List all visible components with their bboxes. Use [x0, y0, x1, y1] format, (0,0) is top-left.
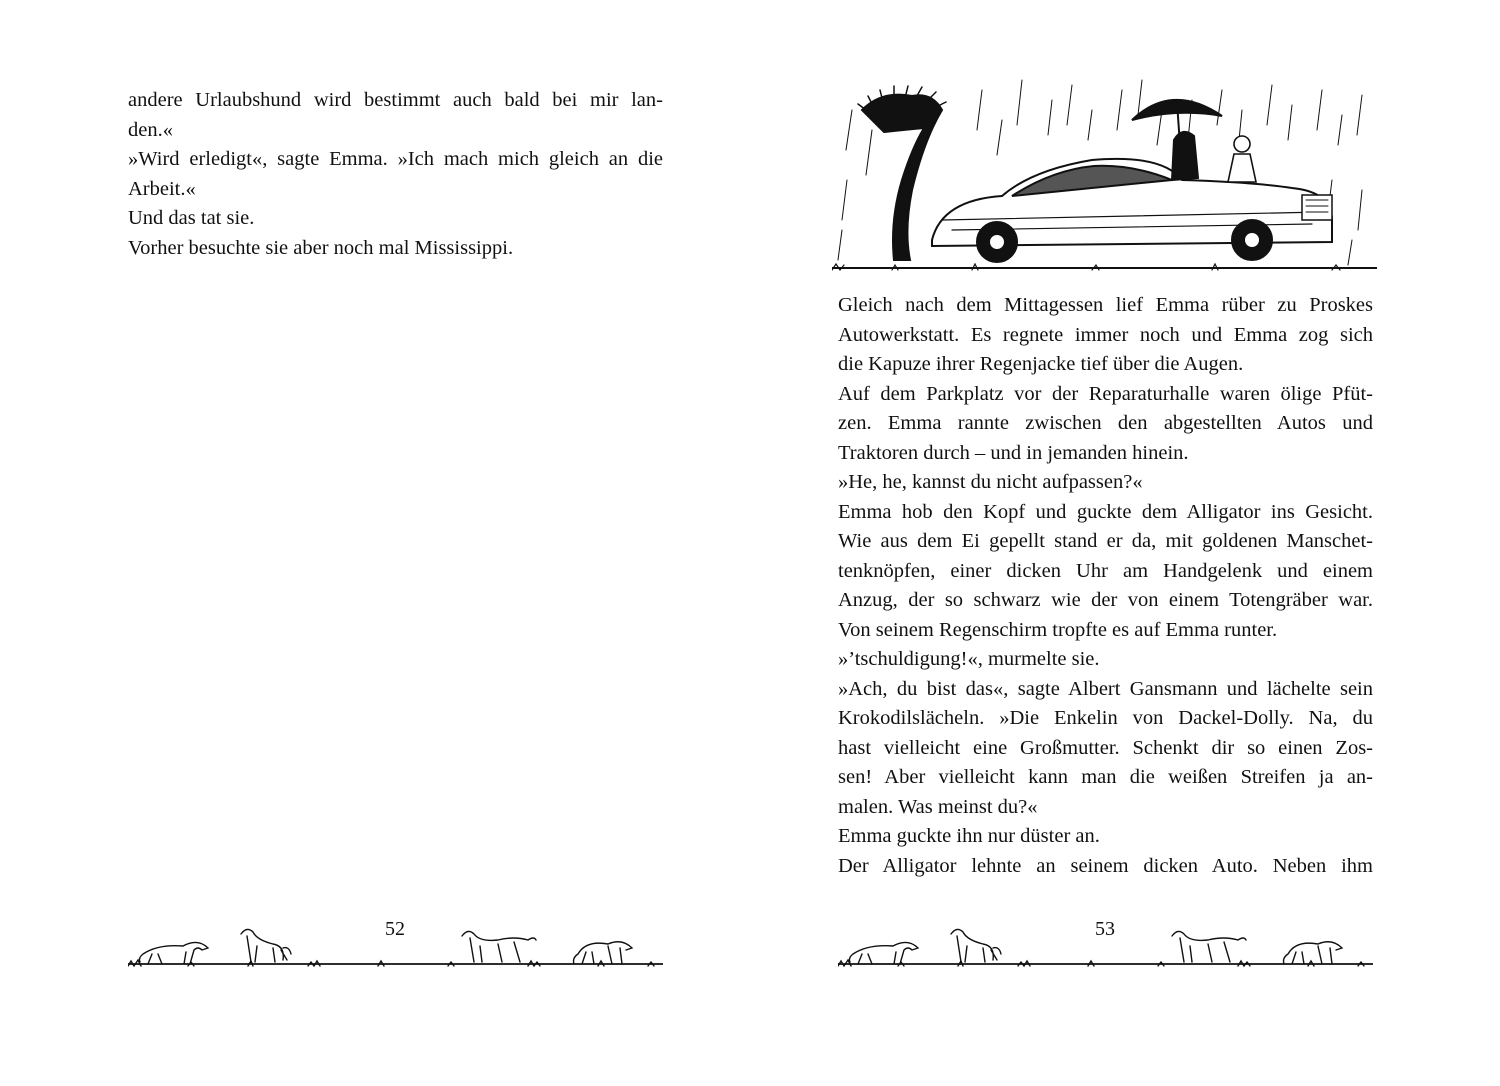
- text-line: Autowerkstatt. Es regnete immer noch und Emma zog sich: [838, 323, 1373, 346]
- girl-drawing: [1228, 136, 1256, 182]
- chapter-rain-car-illustration: [832, 70, 1377, 280]
- left-page-text: [128, 86, 663, 263]
- text-line: den.«: [128, 118, 173, 141]
- horse-icon: [241, 929, 291, 962]
- horse-border-illustration-right: [838, 922, 1373, 970]
- text-line: Arbeit.«: [128, 177, 196, 200]
- horse-icon: [139, 942, 208, 964]
- text-line: »Ach, du bist das«, sagte Albert Gansmann und lächelte sein: [838, 677, 1373, 700]
- text-line: Anzug, der so schwarz wie der von einem Totengräber war.: [838, 589, 1373, 611]
- horse-icon: [1172, 931, 1246, 962]
- horse-border-illustration-left: [128, 922, 663, 970]
- horse-icon: [462, 931, 536, 962]
- text-line: tenknöpfen, einer dicken Uhr am Handgelenk und einem: [838, 559, 1373, 582]
- text-line: Emma hob den Kopf und guckte dem Alligator ins Gesicht.: [838, 500, 1373, 523]
- text-line: »’tschuldigung!«, murmelte sie.: [838, 648, 1100, 670]
- text-line: Wie aus dem Ei gepellt stand er da, mit goldenen Manschet-: [838, 530, 1373, 552]
- text-line: Emma guckte ihn nur düster an.: [838, 825, 1100, 847]
- text-line: Traktoren durch – und in jemanden hinein.: [838, 441, 1189, 464]
- text-line: »He, he, kannst du nicht aufpassen?«: [838, 471, 1143, 493]
- text-line: Auf dem Parkplatz vor der Reparaturhalle waren ölige Pfüt-: [838, 382, 1373, 405]
- text-line: hast vielleicht eine Großmutter. Schenkt dir so einen Zos-: [838, 736, 1373, 759]
- text-line: Von seinem Regenschirm tropfte es auf Emma runter.: [838, 618, 1278, 641]
- chapter-seven-figure: [858, 86, 946, 260]
- text-line: sen! Aber vielleicht kann man die weißen Streifen ja an-: [838, 766, 1373, 788]
- text-line: malen. Was meinst du?«: [838, 795, 1038, 818]
- text-line: andere Urlaubshund wird bestimmt auch bald bei mir lan-: [128, 89, 663, 111]
- text-line: Gleich nach dem Mittagessen lief Emma rüber zu Proskes: [838, 294, 1373, 316]
- text-line: Und das tat sie.: [128, 207, 255, 229]
- text-line: »Wird erledigt«, sagte Emma. »Ich mach mich gleich an die: [128, 148, 663, 170]
- horse-icon: [1284, 942, 1343, 964]
- text-line: die Kapuze ihrer Regenjacke tief über die Augen.: [838, 353, 1244, 375]
- page-number-left: 52: [385, 918, 405, 940]
- right-page: [750, 0, 1500, 1086]
- text-line: Vorher besuchte sie aber noch mal Mississippi.: [128, 236, 514, 259]
- right-page-text: [838, 291, 1373, 881]
- horse-icon: [849, 942, 918, 964]
- horse-icon: [951, 929, 1001, 962]
- text-line: zen. Emma rannte zwischen den abgestellten Autos und: [838, 412, 1373, 434]
- text-line: Krokodilslächeln. »Die Enkelin von Dackel-Dolly. Na, du: [838, 707, 1373, 729]
- horse-icon: [574, 942, 633, 964]
- text-line: Der Alligator lehnte an seinem dicken Auto. Neben ihm: [838, 854, 1373, 877]
- car-drawing: [932, 159, 1332, 262]
- page-number-right: 53: [1095, 918, 1115, 940]
